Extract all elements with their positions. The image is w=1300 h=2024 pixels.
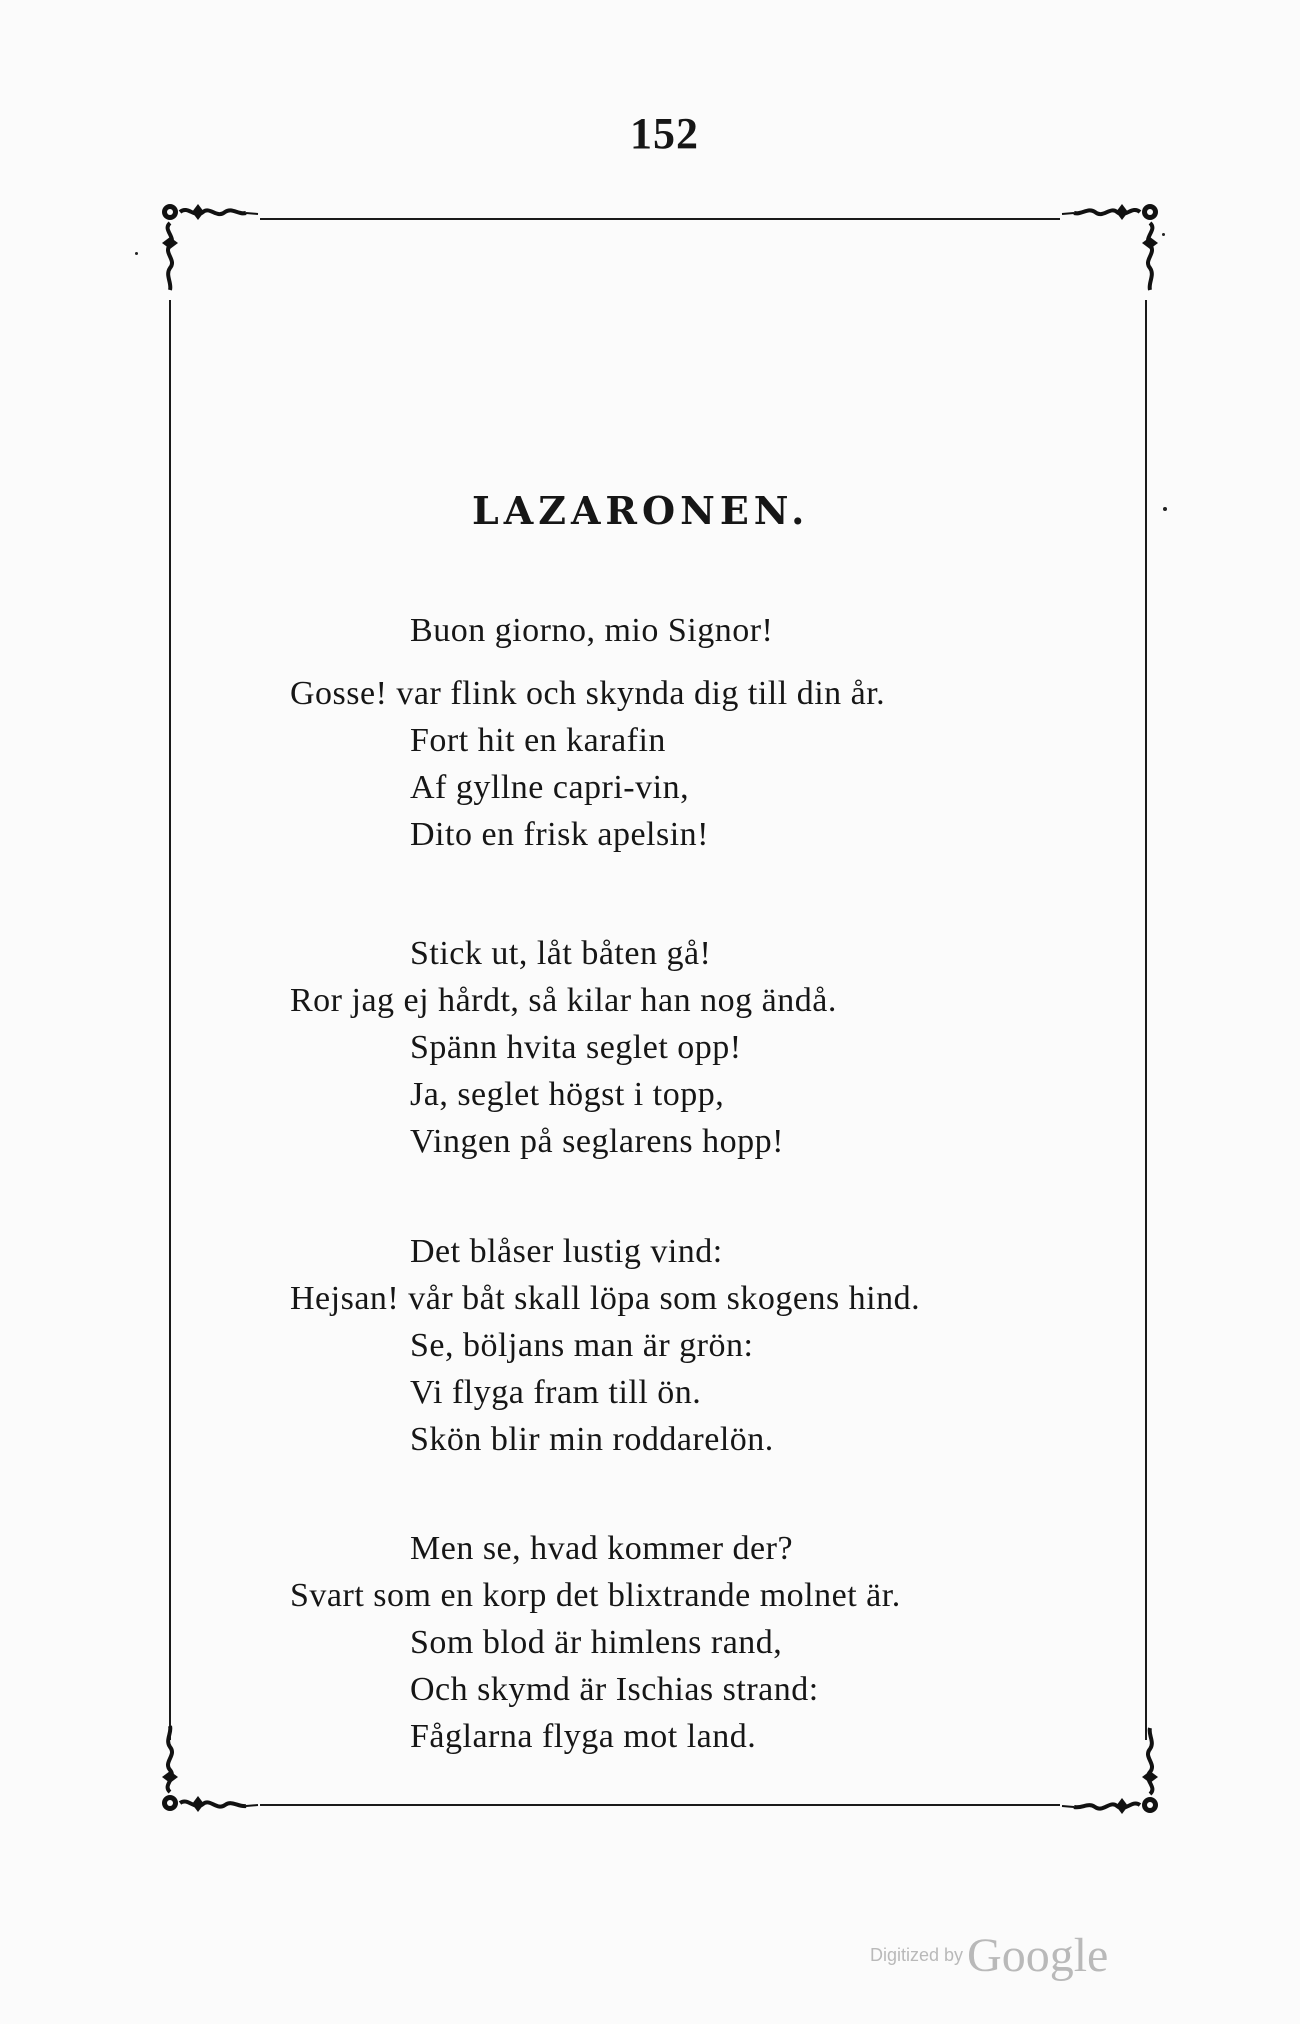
- floral-corner-ornament-icon: [1050, 195, 1170, 305]
- ink-speck: [135, 252, 138, 255]
- poem-line: Spänn hvita seglet opp!: [410, 1029, 742, 1066]
- ink-speck: [1163, 507, 1167, 511]
- poem-line: Men se, hvad kommer der?: [410, 1530, 794, 1567]
- poem-line: Stick ut, låt båten gå!: [410, 935, 712, 972]
- poem-line: Vingen på seglarens hopp!: [410, 1123, 784, 1160]
- poem-title: LAZARONEN.: [472, 488, 810, 533]
- drop-cap: B: [410, 612, 434, 649]
- poem-line: Och skymd är Ischias strand:: [410, 1671, 819, 1708]
- poem-line: Ja, seglet högst i topp,: [410, 1076, 725, 1113]
- poem-line-rest: uon giorno, mio Signor!: [433, 612, 774, 649]
- poem-line: Som blod är himlens rand,: [410, 1624, 783, 1661]
- poem-line: Svart som en korp det blixtrande molnet är.: [290, 1577, 901, 1614]
- floral-corner-ornament-icon: [150, 195, 270, 305]
- floral-corner-ornament-icon: [150, 1725, 270, 1835]
- poem-line: Ror jag ej hårdt, så kilar han nog ändå.: [290, 982, 837, 1019]
- poem-line: Gosse! var flink och skynda dig till din år.: [290, 675, 886, 712]
- poem-line: Af gyllne capri-vin,: [410, 769, 690, 806]
- poem-line: Dito en frisk apelsin!: [410, 816, 709, 853]
- frame-right-rule: [1145, 300, 1147, 1740]
- floral-corner-ornament-icon: [1050, 1725, 1170, 1835]
- watermark-brand: Google: [967, 1929, 1109, 1982]
- digitized-by-google-watermark: [870, 1928, 1108, 1983]
- poem-line: Fort hit en karafin: [410, 722, 666, 759]
- poem-line: Fåglarna flyga mot land.: [410, 1718, 757, 1755]
- poem-line: Hejsan! vår båt skall löpa som skogens hind.: [290, 1280, 921, 1317]
- poem-line: [410, 612, 773, 650]
- poem-line: Vi flyga fram till ön.: [410, 1374, 702, 1411]
- watermark-prefix: Digitized by: [870, 1945, 964, 1965]
- poem-line: Se, böljans man är grön:: [410, 1327, 754, 1364]
- page-number: 152: [630, 109, 699, 158]
- poem-line: Det blåser lustig vind:: [410, 1233, 723, 1270]
- frame-top-rule: [260, 218, 1060, 220]
- ink-speck: [1162, 233, 1165, 236]
- poem-line: Skön blir min roddarelön.: [410, 1421, 774, 1458]
- frame-bottom-rule: [260, 1804, 1060, 1806]
- frame-left-rule: [169, 300, 171, 1740]
